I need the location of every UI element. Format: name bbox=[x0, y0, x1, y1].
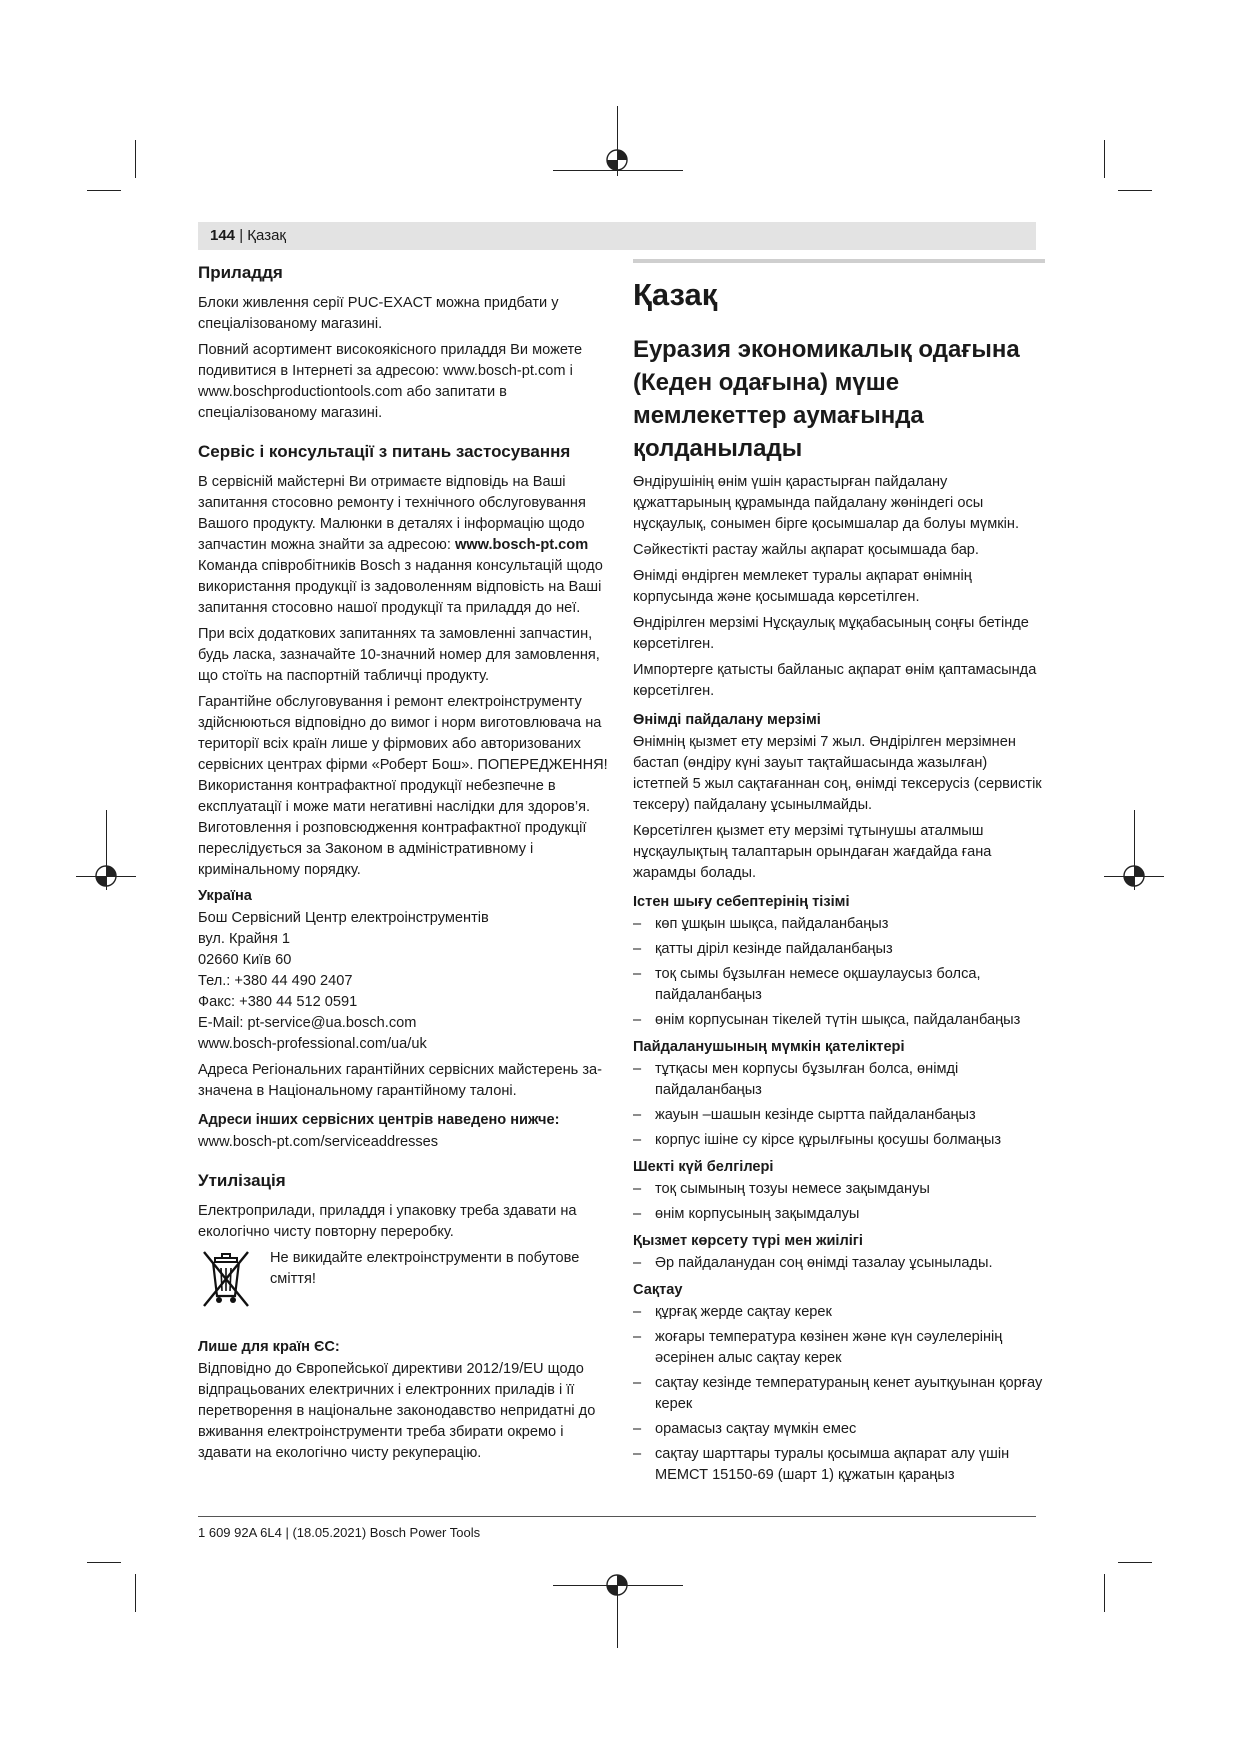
bin-note: Не викидайте електроінструменти в побутове сміття! bbox=[270, 1250, 580, 1287]
storage-list bbox=[633, 1302, 1045, 1486]
list-item: – тоқ сымының тозуы немесе зақымдануы bbox=[633, 1179, 1045, 1200]
list-item: – көп ұшқын шықса, пайдаланбаңыз bbox=[633, 914, 1045, 935]
service-paragraph: Гарантійне обслуговування і ремонт електроінструменту здійснюються відповідно до вимог і норм виготовлювача на території всіх країн лише у фірмових або авторизованих сервісних центрах фірми «Роберт Бош». ПОПЕРЕДЖЕННЯ! Використання контрафактної продукції небезпечне в експлуатації і може мати негативні наслідки для здоров’я. Виготовлення і розповсюдження контрафактної продукції переслідується за Законом в адміністративному і кримінальному порядку. bbox=[198, 694, 608, 878]
footer-rule bbox=[198, 1516, 1036, 1517]
address-line: 02660 Київ 60 bbox=[198, 952, 292, 968]
list-item: – өнім корпусының зақымдалуы bbox=[633, 1204, 1045, 1225]
crop-mark bbox=[1118, 190, 1152, 191]
limits-heading: Шекті күй белгілері bbox=[633, 1159, 774, 1175]
maintenance-list bbox=[633, 1253, 1045, 1274]
address-line: www.bosch-professional.com/ua/uk bbox=[198, 1036, 427, 1052]
accessories-paragraph: Блоки живлення серії PUC-EXACT можна придбати у спеціалізованому магазині. bbox=[198, 295, 559, 332]
service-life-paragraph: Өнімнің қызмет ету мерзімі 7 жыл. Өндірілген мерзімнен бастап (өндіру күні зауыт тақтайшасында жазылған) істетпей 5 жыл сақтағаннан соң, өнімді тексерусіз (сервистік тексеру) пайдалану ұсынылмайды. bbox=[633, 734, 1042, 813]
address-line: Тел.: +380 44 490 2407 bbox=[198, 973, 353, 989]
failure-list bbox=[633, 914, 1045, 1031]
list-item: – Әр пайдаланудан соң өнімді тазалау ұсынылады. bbox=[633, 1253, 1045, 1274]
crop-mark bbox=[1104, 1574, 1105, 1612]
address-line: Факс: +380 44 512 0591 bbox=[198, 994, 358, 1010]
service-heading: Сервіс і консультації з питань застосування bbox=[198, 442, 571, 461]
list-item: – тоқ сымы бұзылған немесе оқшаулаусыз болса, пайдаланбаңыз bbox=[633, 964, 1045, 1006]
page-header bbox=[198, 222, 1036, 250]
list-item: – жауын –шашын кезінде сыртта пайдаланбаңыз bbox=[633, 1105, 1045, 1126]
accessories-heading: Приладдя bbox=[198, 263, 283, 282]
crop-mark bbox=[135, 140, 136, 178]
page-footer: 1 609 92A 6L4 | (18.05.2021) Bosch Power Tools bbox=[198, 1525, 481, 1540]
header-language: Қазақ bbox=[247, 227, 286, 244]
crossed-out-bin-icon bbox=[198, 1248, 254, 1310]
list-item: – корпус ішіне су кірсе құрылғыны қосушы болмаңыз bbox=[633, 1130, 1045, 1151]
service-link[interactable]: www.bosch-pt.com bbox=[454, 537, 589, 553]
service-paragraph: При всіх додаткових запитаннях та замовленні запчастин, будь ласка, зазначайте 10-значний номер для замовлення, що стоїть на паспортній табличці продукту. bbox=[198, 626, 600, 684]
service-paragraph: Команда співробітників Bosch з надання консультацій щодо використання продукції із задоволенням відповість на Ваші запитання стосовно нашої продукції та приладдя до неї. bbox=[198, 558, 603, 616]
list-item: – жоғары температура көзінен және күн сәулелерінің әсерінен алыс сақтау керек bbox=[633, 1327, 1045, 1369]
list-item: – сақтау кезінде температураның кенет ауытқуынан қорғау керек bbox=[633, 1373, 1045, 1415]
list-item: – тұтқасы мен корпусы бұзылған болса, өнімді пайдаланбаңыз bbox=[633, 1059, 1045, 1101]
crop-mark bbox=[135, 1574, 136, 1612]
registration-target-icon bbox=[605, 148, 629, 172]
registration-target-icon bbox=[1122, 864, 1146, 888]
service-life-paragraph: Көрсетілген қызмет ету мерзімі тұтынушы аталмыш нұсқаулықтың талаптарын орындаған жағдайда ғана жарамды болады. bbox=[633, 823, 992, 881]
list-item: – қатты діріл кезінде пайдаланбаңыз bbox=[633, 939, 1045, 960]
regional-paragraph: Адреса Регіональних гарантійних сервісних майстерень за- значена в Національному гарантійному талоні. bbox=[198, 1062, 602, 1099]
list-item: – өнім корпусынан тікелей түтін шықса, пайдаланбаңыз bbox=[633, 1010, 1045, 1031]
language-title: Қазақ bbox=[633, 277, 718, 312]
disposal-heading: Утилізація bbox=[198, 1171, 286, 1190]
eaeu-title: Еуразия экономикалық одағына (Кеден одағына) мүше мемлекеттер аумағында қолданылады bbox=[633, 336, 1020, 462]
address-line: вул. Крайня 1 bbox=[198, 931, 291, 947]
crop-mark bbox=[1118, 1562, 1152, 1563]
crop-mark bbox=[87, 1562, 121, 1563]
address-line: Бош Сервісний Центр електроінструментів bbox=[198, 910, 489, 926]
intro-paragraph: Өнімді өндірген мемлекет туралы ақпарат өнімнің корпусында және қосымшада көрсетілген. bbox=[633, 568, 972, 605]
errors-list bbox=[633, 1059, 1045, 1151]
crop-mark bbox=[1104, 140, 1105, 178]
maintenance-heading: Қызмет көрсету түрі мен жиілігі bbox=[633, 1233, 863, 1249]
disposal-note-row bbox=[198, 1248, 610, 1310]
ukraine-address bbox=[198, 908, 610, 1055]
intro-paragraph: Өндірушінің өнім үшін қарастырған пайдалану құжаттарының құрамында пайдалану жөніндегі осы нұсқаулық, сонымен бірге қосымшалар да болуы мүмкін. bbox=[633, 474, 1019, 532]
list-item: – сақтау шарттары туралы қосымша ақпарат алу үшін МЕМСТ 15150-69 (шарт 1) құжатын қараңыз bbox=[633, 1444, 1045, 1486]
eu-heading: Лише для країн ЄС: bbox=[198, 1339, 340, 1355]
ukraine-heading: Україна bbox=[198, 888, 252, 904]
other-centers-heading: Адреси інших сервісних центрів наведено нижче: bbox=[198, 1112, 560, 1128]
eu-paragraph: Відповідно до Європейської директиви 2012/19/EU щодо відпрацьованих електричних і електронних приладів і її перетворення в національне законодавство непридатні до вживання електроінструменти треба збирати окремо і здавати на екологічно чисту рекуперацію. bbox=[198, 1361, 596, 1461]
errors-heading: Пайдаланушының мүмкін қателіктері bbox=[633, 1039, 905, 1055]
list-item: – құрғақ жерде сақтау керек bbox=[633, 1302, 1045, 1323]
service-life-heading: Өнімді пайдалану мерзімі bbox=[633, 712, 821, 728]
intro-paragraph: Өндірілген мерзімі Нұсқаулық мұқабасының соңғы бетінде көрсетілген. bbox=[633, 615, 1029, 652]
service-paragraph: В сервісній майстерні Ви отримаєте відповідь на Ваші запитання стосовно ремонту і технічного обслуговування Вашого продукту. Малюнки в деталях і інформацію щодо запчастин можна знайти за адресою: www.bosch-pt.com bbox=[198, 474, 589, 553]
left-column bbox=[198, 262, 610, 1469]
limits-list bbox=[633, 1179, 1045, 1225]
storage-heading: Сақтау bbox=[633, 1282, 683, 1298]
list-item: – орамасыз сақтау мүмкін емес bbox=[633, 1419, 1045, 1440]
section-rule bbox=[633, 259, 1045, 263]
failure-heading: Істен шығу себептерінің тізімі bbox=[633, 894, 850, 910]
address-line: E-Mail: pt-service@ua.bosch.com bbox=[198, 1015, 417, 1031]
intro-paragraph: Импортерге қатысты байланыс ақпарат өнім қаптамасында көрсетілген. bbox=[633, 662, 1037, 699]
disposal-paragraph: Електроприлади, приладдя і упаковку треба здавати на екологічно чисту повторну переробку. bbox=[198, 1203, 577, 1240]
accessories-paragraph: Повний асортимент високоякісного приладдя Ви можете подивитися в Інтернеті за адресою: www.bosch-pt.com і www.boschproductiontools.com або запитати в спеціалізованому магазині. bbox=[198, 342, 583, 421]
other-centers-url[interactable]: www.bosch-pt.com/serviceaddresses bbox=[198, 1134, 439, 1150]
page-number: 144 bbox=[210, 227, 236, 244]
intro-paragraph: Сәйкестікті растау жайлы ақпарат қосымшада бар. bbox=[633, 542, 979, 558]
registration-target-icon bbox=[605, 1573, 629, 1597]
crop-mark bbox=[87, 190, 121, 191]
registration-target-icon bbox=[94, 864, 118, 888]
right-column bbox=[633, 262, 1045, 1490]
header-separator: | bbox=[239, 227, 244, 244]
